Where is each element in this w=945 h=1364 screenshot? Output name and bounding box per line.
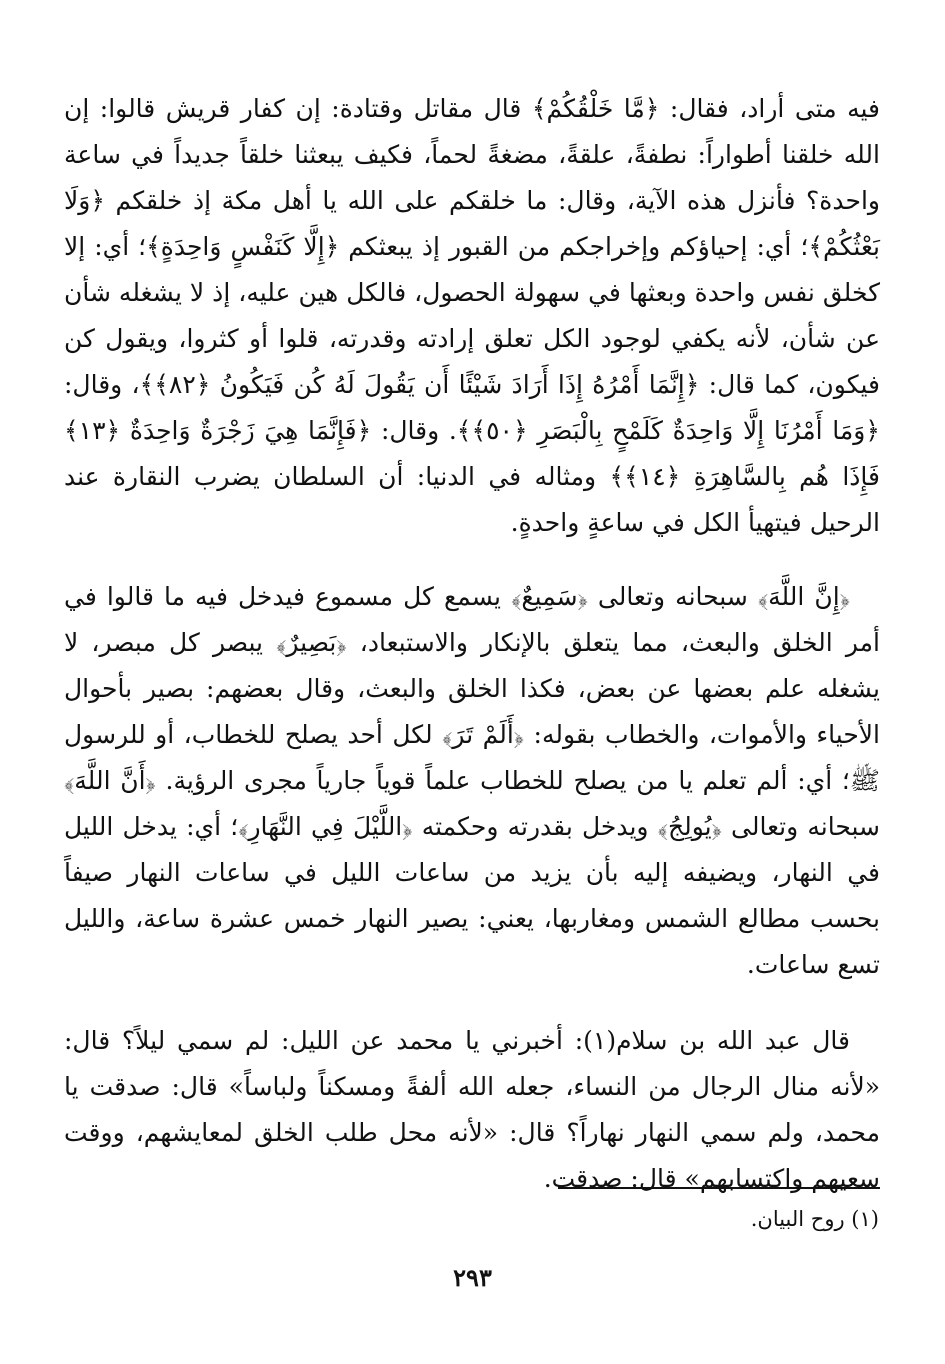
page-number: ٢٩٣ bbox=[453, 1263, 492, 1292]
main-text bbox=[64, 86, 880, 1202]
footnote-separator bbox=[558, 1187, 880, 1189]
paragraph-3: قال عبد الله بن سلام(١): أخبرني يا محمد عن الليل: لم سمي ليلاً؟ قال: «لأنه منال الرجال من النساء، جعله الله ألفةً ومسكناً ولباساً» قال: صدقت يا محمد، ولم سمي النهار نهاراً؟ قال: «لأنه محل طلب الخلق لمعايشهم، ووقت سعيهم واكتسابهم» قال: صدقت. bbox=[64, 1026, 880, 1193]
paragraph-1: فيه متى أراد، فقال: ﴿مَّا خَلْقُكُمْ﴾ قال مقاتل وقتادة: إن كفار قريش قالوا: إن الله خلقنا أطواراً: نطفةً، علقةً، مضغةً لحماً، فكيف يبعثنا خلقاً جديداً في ساعة واحدة؟ فأنزل هذه الآية، وقال: ما خلقكم على الله يا أهل مكة إذ خلقكم ﴿وَلَا بَعْثُكُمْ﴾؛ أي: إحياؤكم وإخراجكم من القبور إذ يبعثكم ﴿إِلَّا كَنَفْسٍ وَاحِدَةٍ﴾؛ أي: إلا كخلق نفس واحدة وبعثها في سهولة الحصول، فالكل هين عليه، إذ لا يشغله شأن عن شأن، لأنه يكفي لوجود الكل تعلق إرادته وقدرته، قلوا أو كثروا، ويقول كن فيكون، كما قال: ﴿إِنَّمَا أَمْرُهُ إِذَا أَرَادَ شَيْئًا أَن يَقُولَ لَهُ كُن فَيَكُونُ ﴿٨٢﴾﴾، وقال: ﴿وَمَا أَمْرُنَا إِلَّا وَاحِدَةٌ كَلَمْحٍ بِالْبَصَرِ ﴿٥٠﴾﴾. وقال: ﴿فَإِنَّمَا هِيَ زَجْرَةٌ وَاحِدَةٌ ﴿١٣﴾ فَإِذَا هُم بِالسَّاهِرَةِ ﴿١٤﴾﴾ ومثاله في الدنيا: أن السلطان يضرب النقارة عند الرحيل فيتهيأ الكل في ساعةٍ واحدةٍ. bbox=[64, 94, 881, 537]
paragraph-2: ﴿إِنَّ اللَّهَ﴾ سبحانه وتعالى ﴿سَمِيعٌ﴾ يسمع كل مسموع فيدخل فيه ما قالوا في أمر الخلق والبعث، مما يتعلق بالإنكار والاستبعاد، ﴿بَصِيرٌ﴾ يبصر كل مبصر، لا يشغله علم بعضها عن بعض، فكذا الخلق والبعث، وقال بعضهم: بصير بأحوال الأحياء والأموات، والخطاب بقوله: ﴿أَلَمْ تَرَ﴾ لكل أحد يصلح للخطاب، أو للرسول ﷺ؛ أي: ألم تعلم يا من يصلح للخطاب علماً قوياً جارياً مجرى الرؤية. ﴿أَنَّ اللَّهَ﴾ سبحانه وتعالى ﴿يُولِجُ﴾ ويدخل بقدرته وحكمته ﴿اللَّيْلَ فِي النَّهَارِ﴾؛ أي: يدخل الليل في النهار، ويضيفه إليه بأن يزيد من ساعات الليل في ساعات النهار صيفاً بحسب مطالع الشمس ومغاربها، يعني: يصير النهار خمس عشرة ساعة، والليل تسع ساعات. bbox=[64, 582, 880, 979]
footnote: (١) روح البيان. bbox=[750, 1207, 879, 1231]
